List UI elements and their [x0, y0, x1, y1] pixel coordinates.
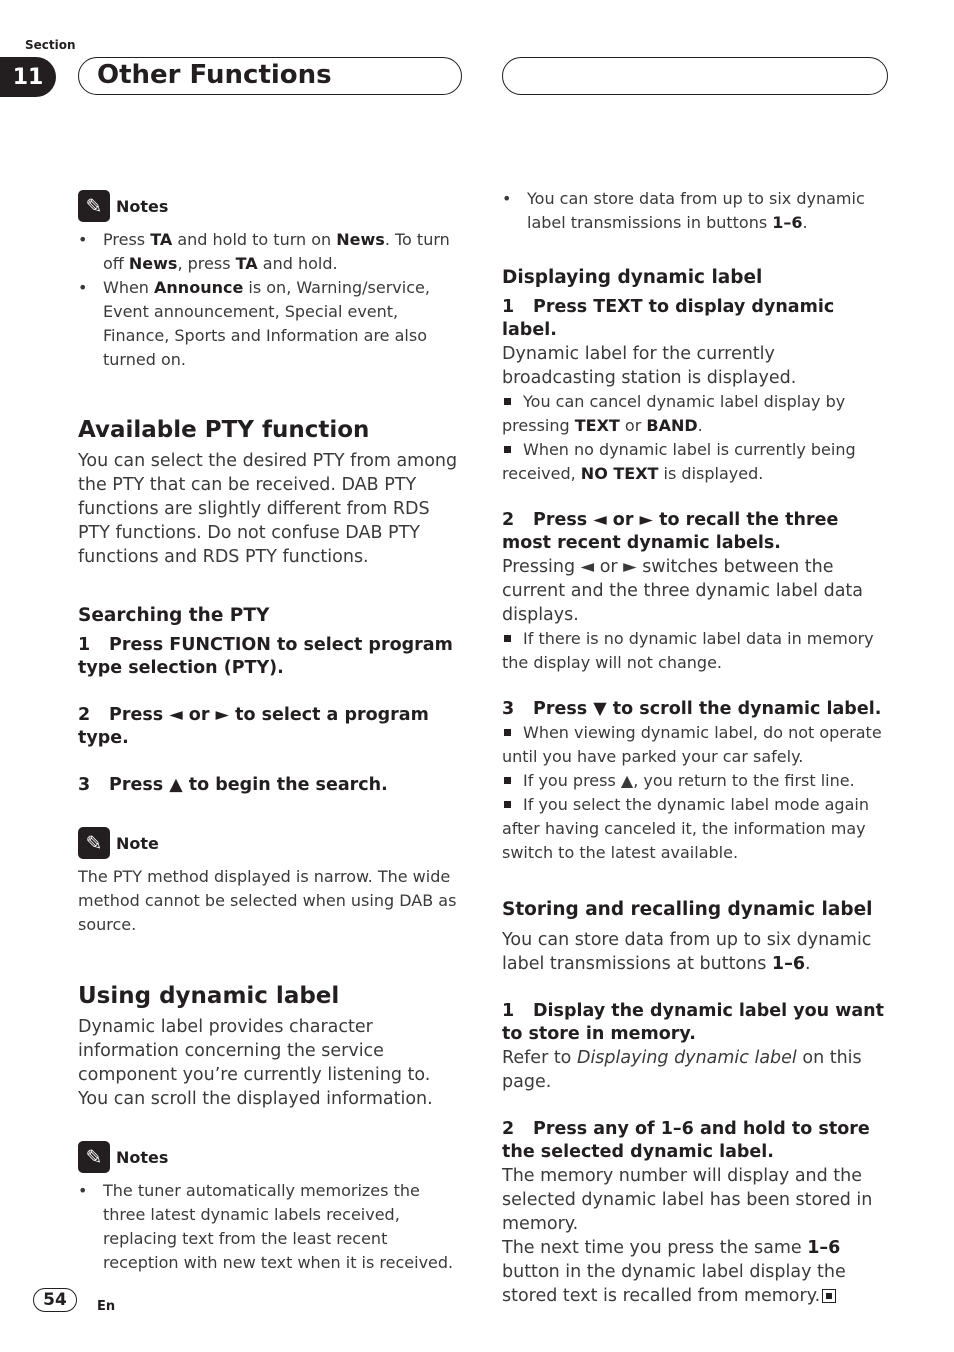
- step-note: If you select the dynamic label mode again after having canceled it, the information may switch to the latest available.: [502, 795, 869, 862]
- step-1: 1 Press FUNCTION to select program type selection (PTY).: [78, 635, 453, 678]
- step-note: When no dynamic label is currently being received, NO TEXT is displayed.: [502, 440, 856, 483]
- page-title: Other Functions: [97, 60, 332, 90]
- subheading-storing-recalling: Storing and recalling dynamic label: [502, 899, 873, 920]
- step-note: If you press ▲, you return to the first line.: [502, 769, 886, 793]
- step-3: 3 Press ▼ to scroll the dynamic label.: [502, 699, 882, 719]
- empty-header-box: [502, 57, 888, 95]
- step-1: 1 Press TEXT to display dynamic label.: [502, 297, 835, 340]
- square-bullet-icon: [504, 446, 511, 453]
- list-item: • When Announce is on, Warning/service, Event announcement, Special event, Finance, Sports and Information are also turned on.: [78, 276, 462, 372]
- left-column: [78, 190, 462, 1275]
- notes-list: [78, 1179, 462, 1275]
- step-3: 3 Press ▲ to begin the search.: [78, 775, 388, 795]
- list-item: • Press TA and hold to turn on News. To turn off News, press TA and hold.: [78, 228, 462, 276]
- step-body: Dynamic label for the currently broadcasting station is displayed.: [502, 344, 797, 388]
- notes-list: [78, 228, 462, 372]
- page-title-box: [78, 57, 462, 95]
- note-heading: ✎ Note: [78, 827, 462, 859]
- page-number: 54: [33, 1288, 77, 1312]
- pencil-note-icon: ✎: [78, 1141, 110, 1173]
- pty-intro: You can select the desired PTY from among the PTY that can be received. DAB PTY functions are slightly different from RDS PTY functions. Do not confuse DAB PTY functions and RDS PTY functions.: [78, 451, 458, 567]
- square-bullet-icon: [504, 635, 511, 642]
- storing-intro: You can store data from up to six dynamic label transmissions at buttons 1–6.: [502, 930, 872, 974]
- step-2: 2 Press ◄ or ► to select a program type.: [78, 705, 429, 748]
- language-label: En: [97, 1299, 116, 1314]
- section-heading-pty: Available PTY function: [78, 417, 370, 443]
- step-body: The next time you press the same 1–6 button in the dynamic label display the stored text is recalled from memory.: [502, 1238, 846, 1306]
- pencil-note-icon: ✎: [78, 827, 110, 859]
- subheading-displaying-dynamic-label: Displaying dynamic label: [502, 267, 763, 288]
- subheading-searching-pty: Searching the PTY: [78, 605, 270, 626]
- section-number-badge: 11: [0, 57, 56, 97]
- notes-heading: ✎ Notes: [78, 190, 462, 222]
- step-2: 2 Press any of 1–6 and hold to store the selected dynamic label.: [502, 1119, 870, 1162]
- step-note: You can cancel dynamic label display by pressing TEXT or BAND.: [502, 392, 846, 435]
- step-body: Refer to Displaying dynamic label on this page.: [502, 1048, 862, 1092]
- square-bullet-icon: [504, 777, 511, 784]
- notes-heading: ✎ Notes: [78, 1141, 462, 1173]
- notes-list: [502, 187, 886, 235]
- step-body: The memory number will display and the selected dynamic label has been stored in memory.: [502, 1166, 873, 1234]
- square-bullet-icon: [504, 729, 511, 736]
- right-column: [502, 187, 886, 1308]
- list-item: • You can store data from up to six dynamic label transmissions in buttons 1–6.: [502, 187, 886, 235]
- pencil-note-icon: ✎: [78, 190, 110, 222]
- square-bullet-icon: [504, 398, 511, 405]
- step-2: 2 Press ◄ or ► to recall the three most recent dynamic labels.: [502, 510, 839, 553]
- step-1: 1 Display the dynamic label you want to store in memory.: [502, 1001, 884, 1044]
- pty-note-text: The PTY method displayed is narrow. The wide method cannot be selected when using DAB as source.: [78, 867, 457, 934]
- step-note: If there is no dynamic label data in memory the display will not change.: [502, 629, 874, 672]
- end-of-section-icon: [822, 1289, 836, 1303]
- section-heading-dynamic-label: Using dynamic label: [78, 983, 340, 1009]
- step-note: When viewing dynamic label, do not operate until you have parked your car safely.: [502, 723, 882, 766]
- list-item: • The tuner automatically memorizes the three latest dynamic labels received, replacing text from the least recent reception with new text when it is received.: [78, 1179, 462, 1275]
- square-bullet-icon: [504, 801, 511, 808]
- step-body: Pressing ◄ or ► switches between the current and the three dynamic label data displays.: [502, 557, 863, 625]
- section-label: Section: [25, 38, 76, 52]
- dynamic-label-intro: Dynamic label provides character information concerning the service component you’re currently listening to. You can scroll the displayed information.: [78, 1017, 433, 1109]
